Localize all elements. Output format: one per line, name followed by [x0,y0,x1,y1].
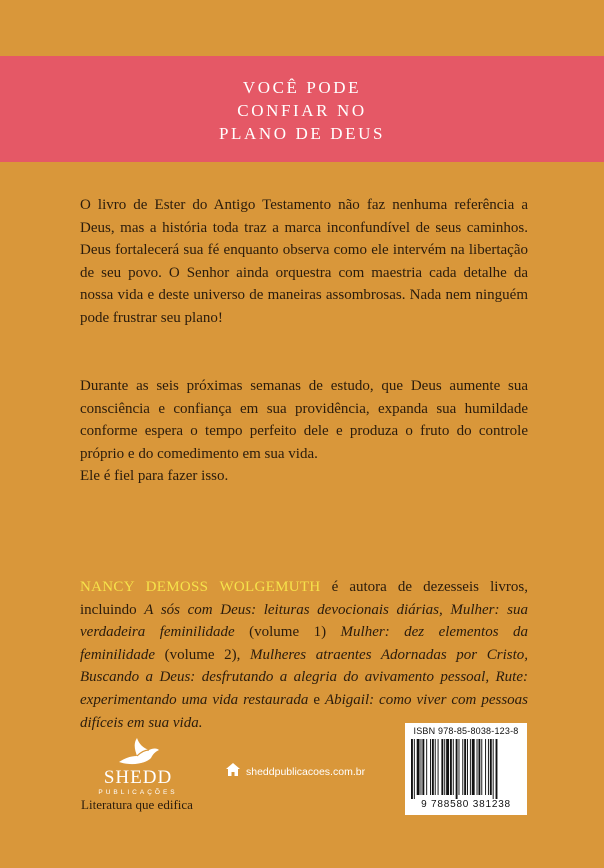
publisher-sub: PUBLICAÇÕES [98,789,178,796]
barcode-bars [411,739,521,799]
paragraph-2-text: Durante as seis próximas semanas de estudo, que Deus aumente sua consciência e confiança em sua providência, expanda sua humildade conforme espera o tempo perfeito dele e produza o fruto do controle próprio e do comedimento em sua vida. [80,378,528,462]
book-titles-2: Mulher: dez elementos da feminilidade [80,624,528,663]
dove-icon [78,736,198,766]
website-url[interactable]: sheddpublicacoes.com.br [246,766,366,778]
author-bio-text-2: (volume 1) [234,624,341,641]
author-name: NANCY DEMOSS WOLGEMUTH [80,579,321,595]
author-bio-text-1: é autora de dezesseis livros, incluindo [80,579,528,618]
book-titles-3: Mulheres atraentes Adornadas por Cristo, Buscando a Deus: desfrutando a alegria do avivamento pessoal, Rute: experimentando uma vida restaurada [80,646,529,708]
description-paragraph-2 [80,375,528,488]
description-paragraph-1: O livro de Ester do Antigo Testamento não faz nenhuma referência a Deus, mas a história toda traz a marca inconfundível de seus caminhos. Deus fortalecerá sua fé enquanto observa como ele intervém na libertação de seu povo. O Senhor ainda orquestra com maestria cada detalhe da nossa vida e deste universo de maneiras assombrosas. Nada nem ninguém pode frustrar seu plano! [80,197,528,326]
paragraph-2-closing: Ele é fiel para fazer isso. [80,468,229,485]
home-icon [226,763,240,781]
author-bio-text-4: e [308,691,325,708]
banner-line-1: VOCÊ PODE [242,78,362,97]
author-bio-text-3: (volume 2), [155,646,251,663]
book-titles-1: A sós com Deus: leituras devocionais diárias, Mulher: sua verdadeira feminilidade [80,601,528,641]
banner-title [0,76,604,145]
book-titles-4: Abigail: como viver com pessoas difíceis em sua vida. [80,691,528,731]
publisher-name: SHEDD [103,767,173,788]
publisher-tagline: Literatura que edifica [81,797,193,812]
title-banner [0,56,604,162]
isbn-barcode [405,723,527,815]
author-bio [80,576,528,734]
isbn-digits: 9 788580 381238 [421,799,511,810]
website-link[interactable] [226,764,365,780]
isbn-label: ISBN 978-85-8038-123-8 [413,726,519,736]
banner-line-3: PLANO DE DEUS [218,124,386,143]
banner-line-2: CONFIAR NO [237,101,367,120]
